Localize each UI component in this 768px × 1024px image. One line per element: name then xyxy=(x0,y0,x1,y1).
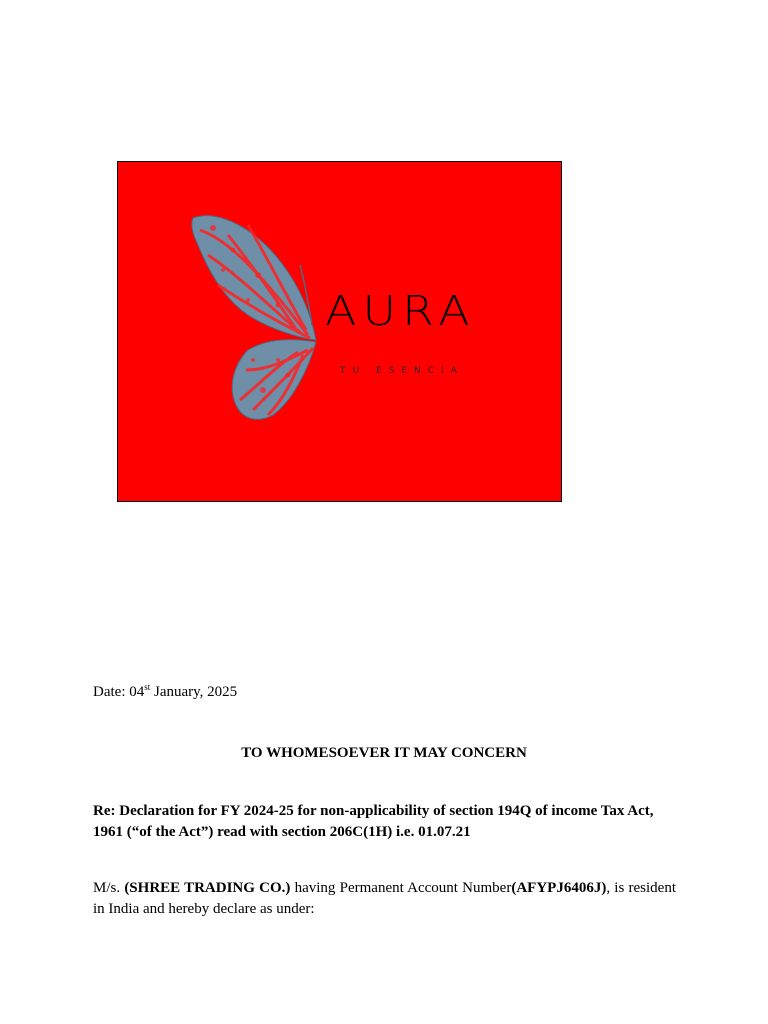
logo-banner xyxy=(117,161,562,502)
para-prefix: M/s. xyxy=(93,880,125,896)
butterfly-wing-icon xyxy=(188,210,328,425)
declaration-paragraph xyxy=(93,878,676,920)
company-name: (SHREE TRADING CO.) xyxy=(124,880,291,896)
brand-name: AURA xyxy=(325,286,476,335)
subject-line: Re: Declaration for FY 2024-25 for non-applicability of section 194Q of income Tax Act, 1961 (“of the Act”) read with section 206C(1H) i.e. 01.07.21 xyxy=(93,803,654,840)
letter-date xyxy=(93,682,237,701)
para-mid: having Permanent Account Number xyxy=(290,880,512,896)
brand-tagline: TU ESENCIA xyxy=(340,366,464,376)
date-rest: January, 2025 xyxy=(150,684,238,700)
para-end: , is resident in India and hereby declare as under: xyxy=(93,880,676,917)
date-suffix: st xyxy=(144,682,151,692)
pan-number: (AFYPJ6406J) xyxy=(511,880,607,896)
date-label: Date: 04 xyxy=(93,684,145,700)
letter-heading: TO WHOMESOEVER IT MAY CONCERN xyxy=(241,745,527,761)
